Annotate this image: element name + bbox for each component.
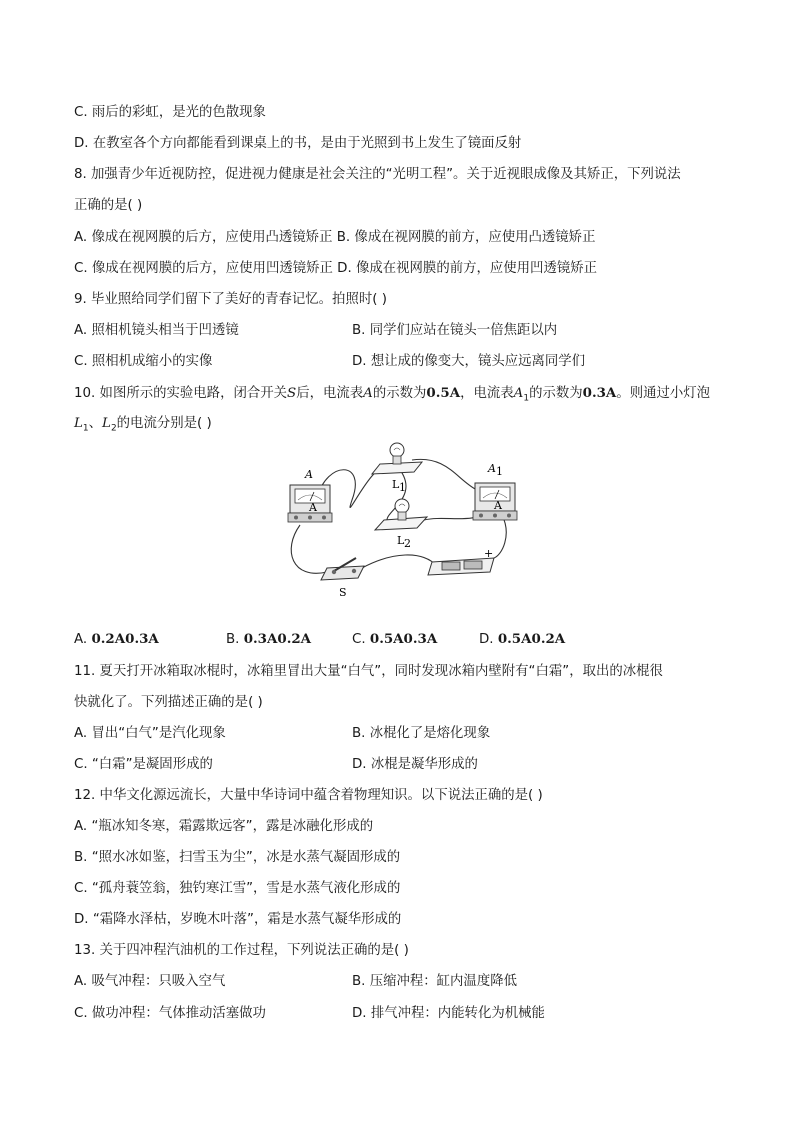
q9-option-a: A. 照相机镜头相当于凹透镜 — [74, 323, 239, 338]
q10-text-2: 后，电流表 — [296, 386, 364, 401]
q12-stem: 12. 中华文化源远流长，大量中华诗词中蕴含着物理知识。以下说法正确的是( ) — [74, 788, 543, 803]
ammeter-a-glyph: A — [309, 501, 317, 514]
q13-option-d: D. 排气冲程：内能转化为机械能 — [352, 1006, 545, 1021]
q13-option-c: C. 做功冲程：气体推动活塞做功 — [74, 1006, 266, 1021]
bulb-l1 — [372, 443, 422, 474]
q10-switch-symbol: S — [287, 386, 297, 401]
q11-option-d: D. 冰棍是凝华形成的 — [352, 757, 478, 772]
q12-option-b: B. “照水冰如鉴，扫雪玉为尘”，冰是水蒸气凝固形成的 — [74, 850, 401, 865]
wire-a1-to-battery — [494, 515, 506, 558]
q9-option-d: D. 想让成的像变大，镜头应远离同学们 — [352, 354, 586, 369]
q12-option-a: A. “瓶冰知冬寒，霜露欺远客”，露是冰融化形成的 — [74, 819, 374, 834]
q10-option-d-value: 0.5A0.2A — [497, 631, 566, 647]
q9-option-c: C. 照相机成缩小的实像 — [74, 354, 213, 369]
q10-l2-symbol: L — [102, 416, 111, 431]
q10-value-1: 0.5A — [426, 385, 461, 401]
q10-text-rest: 的电流分别是( ) — [116, 416, 212, 431]
q12-option-c: C. “孤舟蓑笠翁，独钓寒江雪”，雪是水蒸气液化形成的 — [74, 881, 401, 896]
q11-option-b: B. 冰棍化了是熔化现象 — [352, 726, 491, 741]
q10-option-a — [74, 629, 159, 650]
q10-text-3: 的示数为 — [372, 386, 427, 401]
q13-option-b: B. 压缩冲程：缸内温度降低 — [352, 974, 517, 989]
ammeter-a1-glyph: A — [494, 499, 502, 512]
battery — [428, 558, 494, 575]
q10-option-b — [226, 629, 311, 650]
q8-options-ab: A. 像成在视网膜的后方，应使用凸透镜矫正 B. 像成在视网膜的前方，应使用凸透镜矫正 — [74, 230, 596, 245]
q10-ammeter-a1-subscript: 1 — [523, 393, 530, 404]
q9-option-b: B. 同学们应站在镜头一倍焦距以内 — [352, 323, 558, 338]
q10-stem-line2 — [74, 414, 212, 439]
q10-text-4: ，电流表 — [460, 386, 514, 401]
circuit-diagram — [272, 440, 522, 600]
q11-stem-line2: 快就化了。下列描述正确的是( ) — [74, 695, 263, 710]
q10-value-2: 0.3A — [582, 385, 617, 401]
q10-text-1: 10. 如图所示的实验电路，闭合开关 — [74, 386, 288, 401]
q11-stem-line1: 11. 夏天打开冰箱取冰棍时，冰箱里冒出大量“白气”，同时发现冰箱内壁附有“白霜”，取出的冰棍很 — [74, 664, 663, 679]
q8-stem-line1: 8. 加强青少年近视防控，促进视力健康是社会关注的“光明工程”。关于近视眼成像及其矫正，下列说法 — [74, 167, 681, 182]
q10-text-6: 。则通过小灯泡 — [616, 386, 711, 401]
wire-a-to-switch — [291, 525, 327, 573]
label-l2-sub: 2 — [404, 537, 411, 550]
q10-option-b-prefix: B. — [226, 632, 244, 647]
label-l2: L — [397, 534, 405, 547]
q7-option-d: D. 在教室各个方向都能看到课桌上的书，是由于光照到书上发生了镜面反射 — [74, 136, 522, 151]
q12-option-d: D. “霜降水泽枯，岁晚木叶落”，霜是水蒸气凝华形成的 — [74, 912, 402, 927]
q11-option-c: C. “白霜”是凝固形成的 — [74, 757, 213, 772]
q10-option-c-prefix: C. — [352, 632, 370, 647]
q10-l2-subscript: 2 — [110, 423, 117, 434]
q10-ammeter-a1-symbol: A — [513, 386, 524, 401]
label-l1-sub: 1 — [399, 481, 406, 494]
q10-l1-subscript: 1 — [82, 423, 89, 434]
label-switch-s: S — [339, 586, 347, 599]
q10-text-5: 的示数为 — [529, 386, 583, 401]
q10-stem-line1 — [74, 383, 710, 409]
q9-stem: 9. 毕业照给同学们留下了美好的青春记忆。拍照时( ) — [74, 292, 387, 307]
q7-option-c: C. 雨后的彩虹，是光的色散现象 — [74, 105, 266, 120]
q8-stem-line2: 正确的是( ) — [74, 198, 143, 213]
q10-l1-symbol: L — [74, 416, 83, 431]
q13-stem: 13. 关于四冲程汽油机的工作过程，下列说法正确的是( ) — [74, 943, 409, 958]
q13-option-a: A. 吸气冲程：只吸入空气 — [74, 974, 226, 989]
q10-option-a-value: 0.2A0.3A — [91, 631, 159, 647]
battery-plus-sign: + — [484, 547, 494, 560]
wire-switch-to-battery — [362, 555, 437, 568]
q10-option-d — [479, 629, 565, 650]
q10-separator: 、 — [88, 416, 103, 431]
bulb-l2 — [375, 499, 427, 530]
q8-options-cd: C. 像成在视网膜的后方，应使用凹透镜矫正 D. 像成在视网膜的前方，应使用凹透镜矫正 — [74, 261, 598, 276]
q10-option-c-value: 0.5A0.3A — [369, 631, 438, 647]
wire-l1-to-a1 — [412, 459, 477, 490]
q10-option-c — [352, 629, 437, 650]
label-ammeter-a1-sub: 1 — [496, 465, 503, 478]
q10-option-d-prefix: D. — [479, 632, 498, 647]
q10-option-b-value: 0.3A0.2A — [243, 631, 312, 647]
label-ammeter-a: A — [305, 468, 313, 481]
q11-option-a: A. 冒出“白气”是汽化现象 — [74, 726, 226, 741]
label-l1: L — [392, 478, 400, 491]
q10-ammeter-a-symbol: A — [363, 386, 373, 401]
switch-s — [321, 558, 364, 580]
q10-option-a-prefix: A. — [74, 632, 92, 647]
label-ammeter-a1: A — [488, 462, 496, 475]
